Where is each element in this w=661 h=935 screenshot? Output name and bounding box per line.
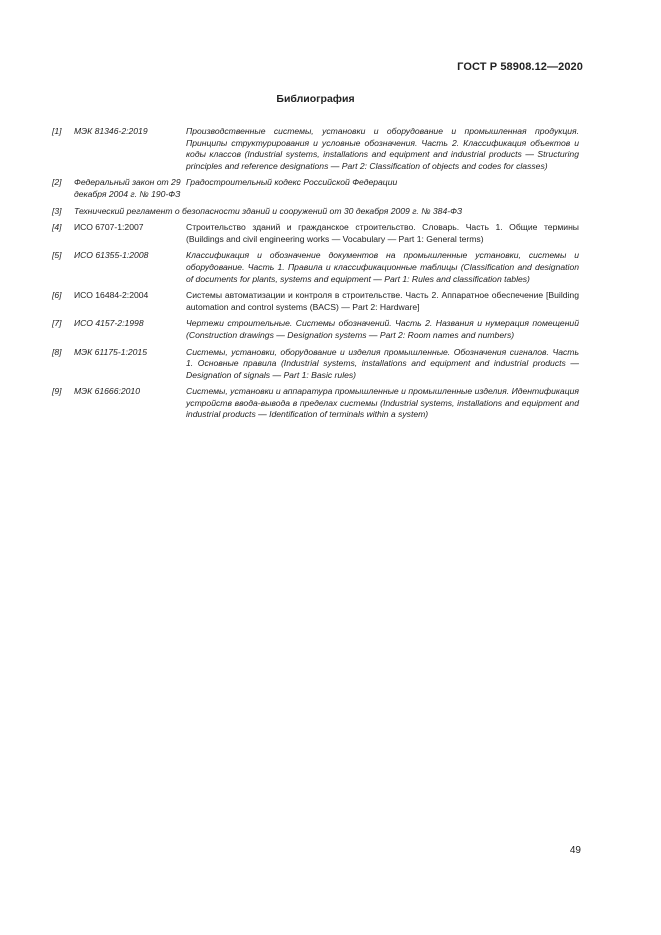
entry-description: Системы автоматизации и контроля в строительстве. Часть 2. Аппаратное обеспечение [Building automation and control systems (BACS) — Part 2: Hardware] [186, 290, 579, 312]
bibliography-list [52, 126, 579, 426]
entry-description: Системы, установки, оборудование и изделия промышленные. Обозначения сигналов. Часть 1. Основные правила (Industrial systems, installations and equipment and industrial products — Designation of signals — Part 1: Basic rules) [186, 346, 579, 380]
entry-description: Градостроительный кодекс Российской Федерации [186, 177, 398, 188]
bibliography-entry-9 [52, 386, 579, 421]
bibliography-entry-1 [52, 126, 579, 172]
entry-number: [6] [52, 290, 62, 301]
entry-description: Чертежи строительные. Системы обозначений. Часть 2. Названия и нумерация помещений (Construction drawings — Designation systems — Part 2: Room names and numbers) [186, 318, 579, 340]
entry-code: ИСО 61355-1:2008 [74, 250, 149, 261]
entry-code: ИСО 16484-2:2004 [74, 290, 149, 301]
bibliography-entry-3 [52, 206, 579, 218]
entry-code: МЭК 81346-2:2019 [74, 126, 148, 136]
entry-description: Строительство зданий и гражданское строительство. Словарь. Часть 1. Общие термины (Buildings and civil engineering works — Vocabulary — Part 1: General terms) [186, 222, 579, 244]
bibliography-title: Библиография [276, 93, 355, 105]
entry-code: ИСО 4157-2:1998 [74, 318, 144, 329]
entry-code: ИСО 6707-1:2007 [74, 222, 144, 233]
bibliography-entry-8 [52, 347, 579, 382]
entry-code: МЭК 61666:2010 [74, 386, 140, 397]
bibliography-entry-5 [52, 250, 579, 285]
page-number: 49 [569, 845, 581, 856]
entry-code: Федеральный закон от 29 декабря 2004 г. № 190-ФЗ [74, 177, 181, 199]
entry-description: Технический регламент о безопасности зданий и сооружений от 30 декабря 2009 г. № 384-ФЗ [74, 205, 463, 216]
entry-number: [2] [52, 177, 62, 188]
entry-number: [8] [52, 346, 62, 357]
entry-number: [5] [52, 250, 62, 261]
entry-description: Классификация и обозначение документов на промышленные установки, системы и оборудование. Часть 1. Правила и классификационные таблицы (Classification and designation of documents for plants, systems and equipment — Part 1: Rules and classification tables) [186, 250, 579, 284]
entry-number: [4] [52, 222, 62, 233]
bibliography-entry-4 [52, 222, 579, 245]
entry-number: [7] [52, 318, 62, 329]
entry-number: [1] [52, 126, 62, 136]
entry-number: [3] [52, 205, 62, 216]
entry-code: МЭК 61175-1:2015 [74, 346, 147, 357]
bibliography-entry-7 [52, 318, 579, 341]
entry-description: Производственные системы, установки и оборудование и промышленная продукция. Принципы структурирования и условные обозначения. Часть 2. Классификация объектов и коды классов (Industrial systems, installations and equipment and industrial products — Structuring principles and reference designations — Part 2: Classification of objects and codes for classes) [186, 126, 579, 171]
entry-description: Системы, установки и аппаратура промышленные и промышленные изделия. Идентификация устройств ввода-вывода в пределах системы (Industrial systems, installations and equipment and industrial products — Identification of terminals within a system) [186, 386, 579, 420]
standard-designation: ГОСТ Р 58908.12—2020 [457, 61, 583, 73]
bibliography-entry-6 [52, 290, 579, 313]
bibliography-entry-2 [52, 177, 579, 200]
entry-number: [9] [52, 386, 62, 397]
